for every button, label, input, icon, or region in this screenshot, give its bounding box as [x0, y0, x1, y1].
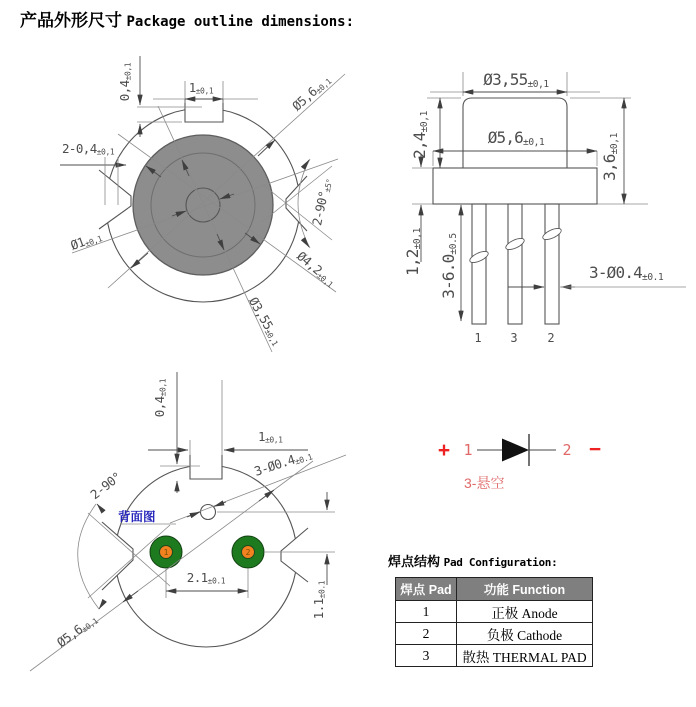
side-pin-number-3: 3 [510, 331, 518, 345]
pad-config-heading-en: Pad Configuration: [443, 556, 558, 569]
front-view [60, 56, 345, 352]
table-cell-function: 散热 THERMAL PAD [457, 645, 593, 667]
dim-side-flange-dia: Ø5,6±0,1 [487, 128, 545, 148]
side-view [403, 70, 686, 345]
dim-side-cap-dia: Ø3,55±0,1 [483, 70, 549, 90]
circuit-minus-sign: − [588, 438, 602, 461]
table-header-row [396, 578, 593, 601]
side-pin-2 [545, 204, 559, 324]
side-pin-number-1: 1 [474, 331, 482, 345]
side-pin-1 [472, 204, 486, 324]
front-right-notch [286, 176, 307, 231]
back-view-label: 背面图 [118, 510, 156, 524]
dim-back-pin-hole-dia: 3-Ø0.4±0.1 [252, 451, 314, 479]
dim-side-cap-height: 2,4±0,1 [410, 111, 430, 159]
table-row [396, 645, 593, 667]
side-flange [433, 168, 597, 204]
table-row [396, 623, 593, 645]
front-left-notch [99, 170, 131, 229]
circuit-diagram [438, 434, 601, 491]
pad-config-table [395, 577, 593, 667]
table-header-pad: 焊点 Pad [396, 578, 457, 601]
side-pin-3 [508, 204, 522, 324]
back-pad-2-number: 2 [245, 548, 251, 557]
table-cell-pad: 3 [396, 645, 457, 667]
dim-front-side-notch: 2-0,4±0,1 [62, 141, 115, 157]
table-row [396, 601, 593, 623]
dim-back-pad-pitch: 2.1±0.1 [186, 570, 226, 586]
dim-back-notch-width: 1±0,1 [258, 429, 283, 445]
side-dim-labels [403, 70, 664, 345]
back-thermal-hole [201, 505, 216, 520]
pad-config-heading [388, 551, 613, 570]
dim-side-flange-height: 1,2±0,1 [403, 228, 423, 276]
table-cell-pad: 1 [396, 601, 457, 623]
circuit-plus-sign: + [437, 439, 451, 462]
front-top-notch [185, 97, 223, 122]
dim-front-notch-width: 1±0,1 [188, 80, 214, 96]
dim-front-center-dia: Ø1±0,1 [68, 234, 104, 253]
side-pin-number-2: 2 [547, 331, 555, 345]
dim-side-pin-dia: 3-Ø0.4±0.1 [589, 263, 664, 283]
dim-back-notch-depth: 0,4±0,1 [152, 378, 168, 418]
pad-config-section [388, 551, 613, 667]
table-cell-pad: 2 [396, 623, 457, 645]
circuit-pin2-label: 2 [562, 441, 572, 459]
dim-front-notch-angle: 2-90°±5° [309, 178, 335, 227]
dim-front-outer-dia: Ø5,6±0,1 [289, 76, 334, 114]
table-cell-function: 正极 Anode [457, 601, 593, 623]
dim-back-notch-angle: 2-90° [87, 469, 124, 503]
dim-front-mid-dia: Ø4,2±0,1 [294, 248, 335, 290]
pad-config-heading-cn: 焊点结构 [388, 554, 441, 569]
page-title-cn: 产品外形尺寸 [20, 11, 122, 30]
table-header-function: 功能 Function [457, 578, 593, 601]
front-cap-circle [133, 135, 273, 275]
diode-icon [502, 439, 529, 462]
dim-front-cap-dia: Ø3,55±0,1 [245, 294, 280, 348]
dim-front-notch-depth: 0,4±0,1 [117, 62, 133, 102]
table-cell-function: 负极 Cathode [457, 623, 593, 645]
circuit-pin1-label: 1 [463, 441, 473, 459]
back-package-disc [115, 465, 297, 647]
back-left-notch [102, 522, 133, 590]
page-title-en: Package outline dimensions: [126, 14, 355, 30]
dim-side-pin-length: 3-6.0±0.5 [439, 233, 459, 299]
circuit-pin3-note: 3-悬空 [464, 475, 505, 491]
dim-side-total-height: 3,6±0,1 [600, 133, 620, 181]
back-pad-1-number: 1 [163, 548, 169, 557]
dim-back-outer-dia: Ø5,6±0,1 [53, 616, 100, 650]
back-view [30, 372, 346, 671]
back-dim-labels [54, 378, 327, 650]
dim-back-pad-offset: 1.1±0.1 [311, 580, 327, 620]
